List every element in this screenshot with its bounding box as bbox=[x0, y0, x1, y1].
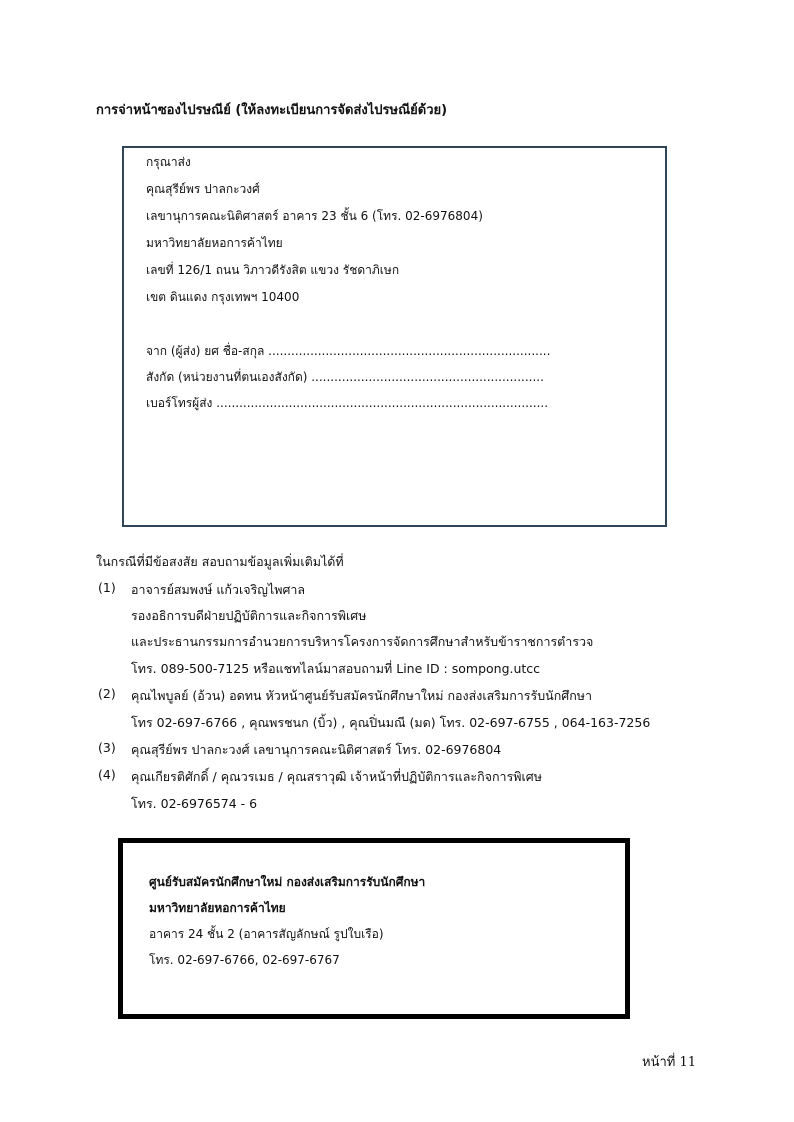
office-line: โทร. 02-697-6766, 02-697-6767 bbox=[149, 953, 340, 967]
address-line: คุณสุรีย์พร ปาลกะวงศ์ bbox=[146, 182, 260, 196]
contact-line: คุณไพบูลย์ (อ้วน) อดทน หัวหน้าศูนย์รับสมัครนักศึกษาใหม่ กองส่งเสริมการรับนักศึกษา bbox=[131, 688, 593, 703]
contact-line: โทร 02-697-6766 , คุณพรชนก (บิ้ว) , คุณปิ่นมณี (มด) โทร. 02-697-6755 , 064-163-7256 bbox=[131, 715, 651, 730]
address-line: เลขานุการคณะนิติศาสตร์ อาคาร 23 ชั้น 6 (โทร. 02-6976804) bbox=[146, 209, 483, 223]
page-heading: การจ่าหน้าซองไปรษณีย์ (ให้ลงทะเบียนการจัดส่งไปรษณีย์ด้วย) bbox=[96, 103, 448, 118]
contact-line: คุณสุรีย์พร ปาลกะวงศ์ เลขานุการคณะนิติศาสตร์ โทร. 02-6976804 bbox=[131, 742, 502, 757]
address-line: เขต ดินแดง กรุงเทพฯ 10400 bbox=[146, 290, 300, 304]
contact-line: โทร. 02-6976574 - 6 bbox=[131, 796, 258, 811]
sender-name-field: จาก (ผู้ส่ง) ยศ ชื่อ-สกุล .......................................................................... bbox=[146, 344, 551, 358]
contact-number: (3) bbox=[98, 740, 116, 755]
sender-phone-field: เบอร์โทรผู้ส่ง ....................................................................................... bbox=[146, 396, 549, 410]
contact-line: และประธานกรรมการอำนวยการบริหารโครงการจัดการศึกษาสำหรับข้าราชการตำรวจ bbox=[131, 634, 594, 649]
contacts-intro: ในกรณีที่มีข้อสงสัย สอบถามข้อมูลเพิ่มเติมได้ที่ bbox=[96, 554, 344, 569]
address-line: มหาวิทยาลัยหอการค้าไทย bbox=[146, 236, 283, 250]
page-number: หน้าที่ 11 bbox=[642, 1055, 696, 1070]
contact-line: รองอธิการบดีฝ่ายปฏิบัติการและกิจการพิเศษ bbox=[131, 608, 367, 623]
contact-line: อาจารย์สมพงษ์ แก้วเจริญไพศาล bbox=[131, 582, 306, 597]
office-line: อาคาร 24 ชั้น 2 (อาคารสัญลักษณ์ รูปใบเรือ) bbox=[149, 927, 384, 941]
office-box bbox=[118, 838, 630, 1019]
contact-number: (4) bbox=[98, 767, 116, 782]
sender-unit-field: สังกัด (หน่วยงานที่ตนเองสังกัด) ............................................................. bbox=[146, 370, 544, 384]
address-line: เลขที่ 126/1 ถนน วิภาวดีรังสิต แขวง รัชดาภิเษก bbox=[146, 263, 400, 277]
address-box bbox=[122, 146, 667, 527]
address-line: กรุณาส่ง bbox=[146, 155, 191, 169]
contact-number: (1) bbox=[98, 580, 116, 595]
contact-line: โทร. 089-500-7125 หรือแชทไลน์มาสอบถามที่ Line ID : sompong.utcc bbox=[131, 661, 541, 676]
contact-number: (2) bbox=[98, 686, 116, 701]
contact-line: คุณเกียรติศักดิ์ / คุณวรเมธ / คุณสราวุฒิ เจ้าหน้าที่ปฏิบัติการและกิจการพิเศษ bbox=[131, 769, 542, 784]
office-line: มหาวิทยาลัยหอการค้าไทย bbox=[149, 901, 286, 915]
office-line: ศูนย์รับสมัครนักศึกษาใหม่ กองส่งเสริมการรับนักศึกษา bbox=[149, 875, 426, 889]
